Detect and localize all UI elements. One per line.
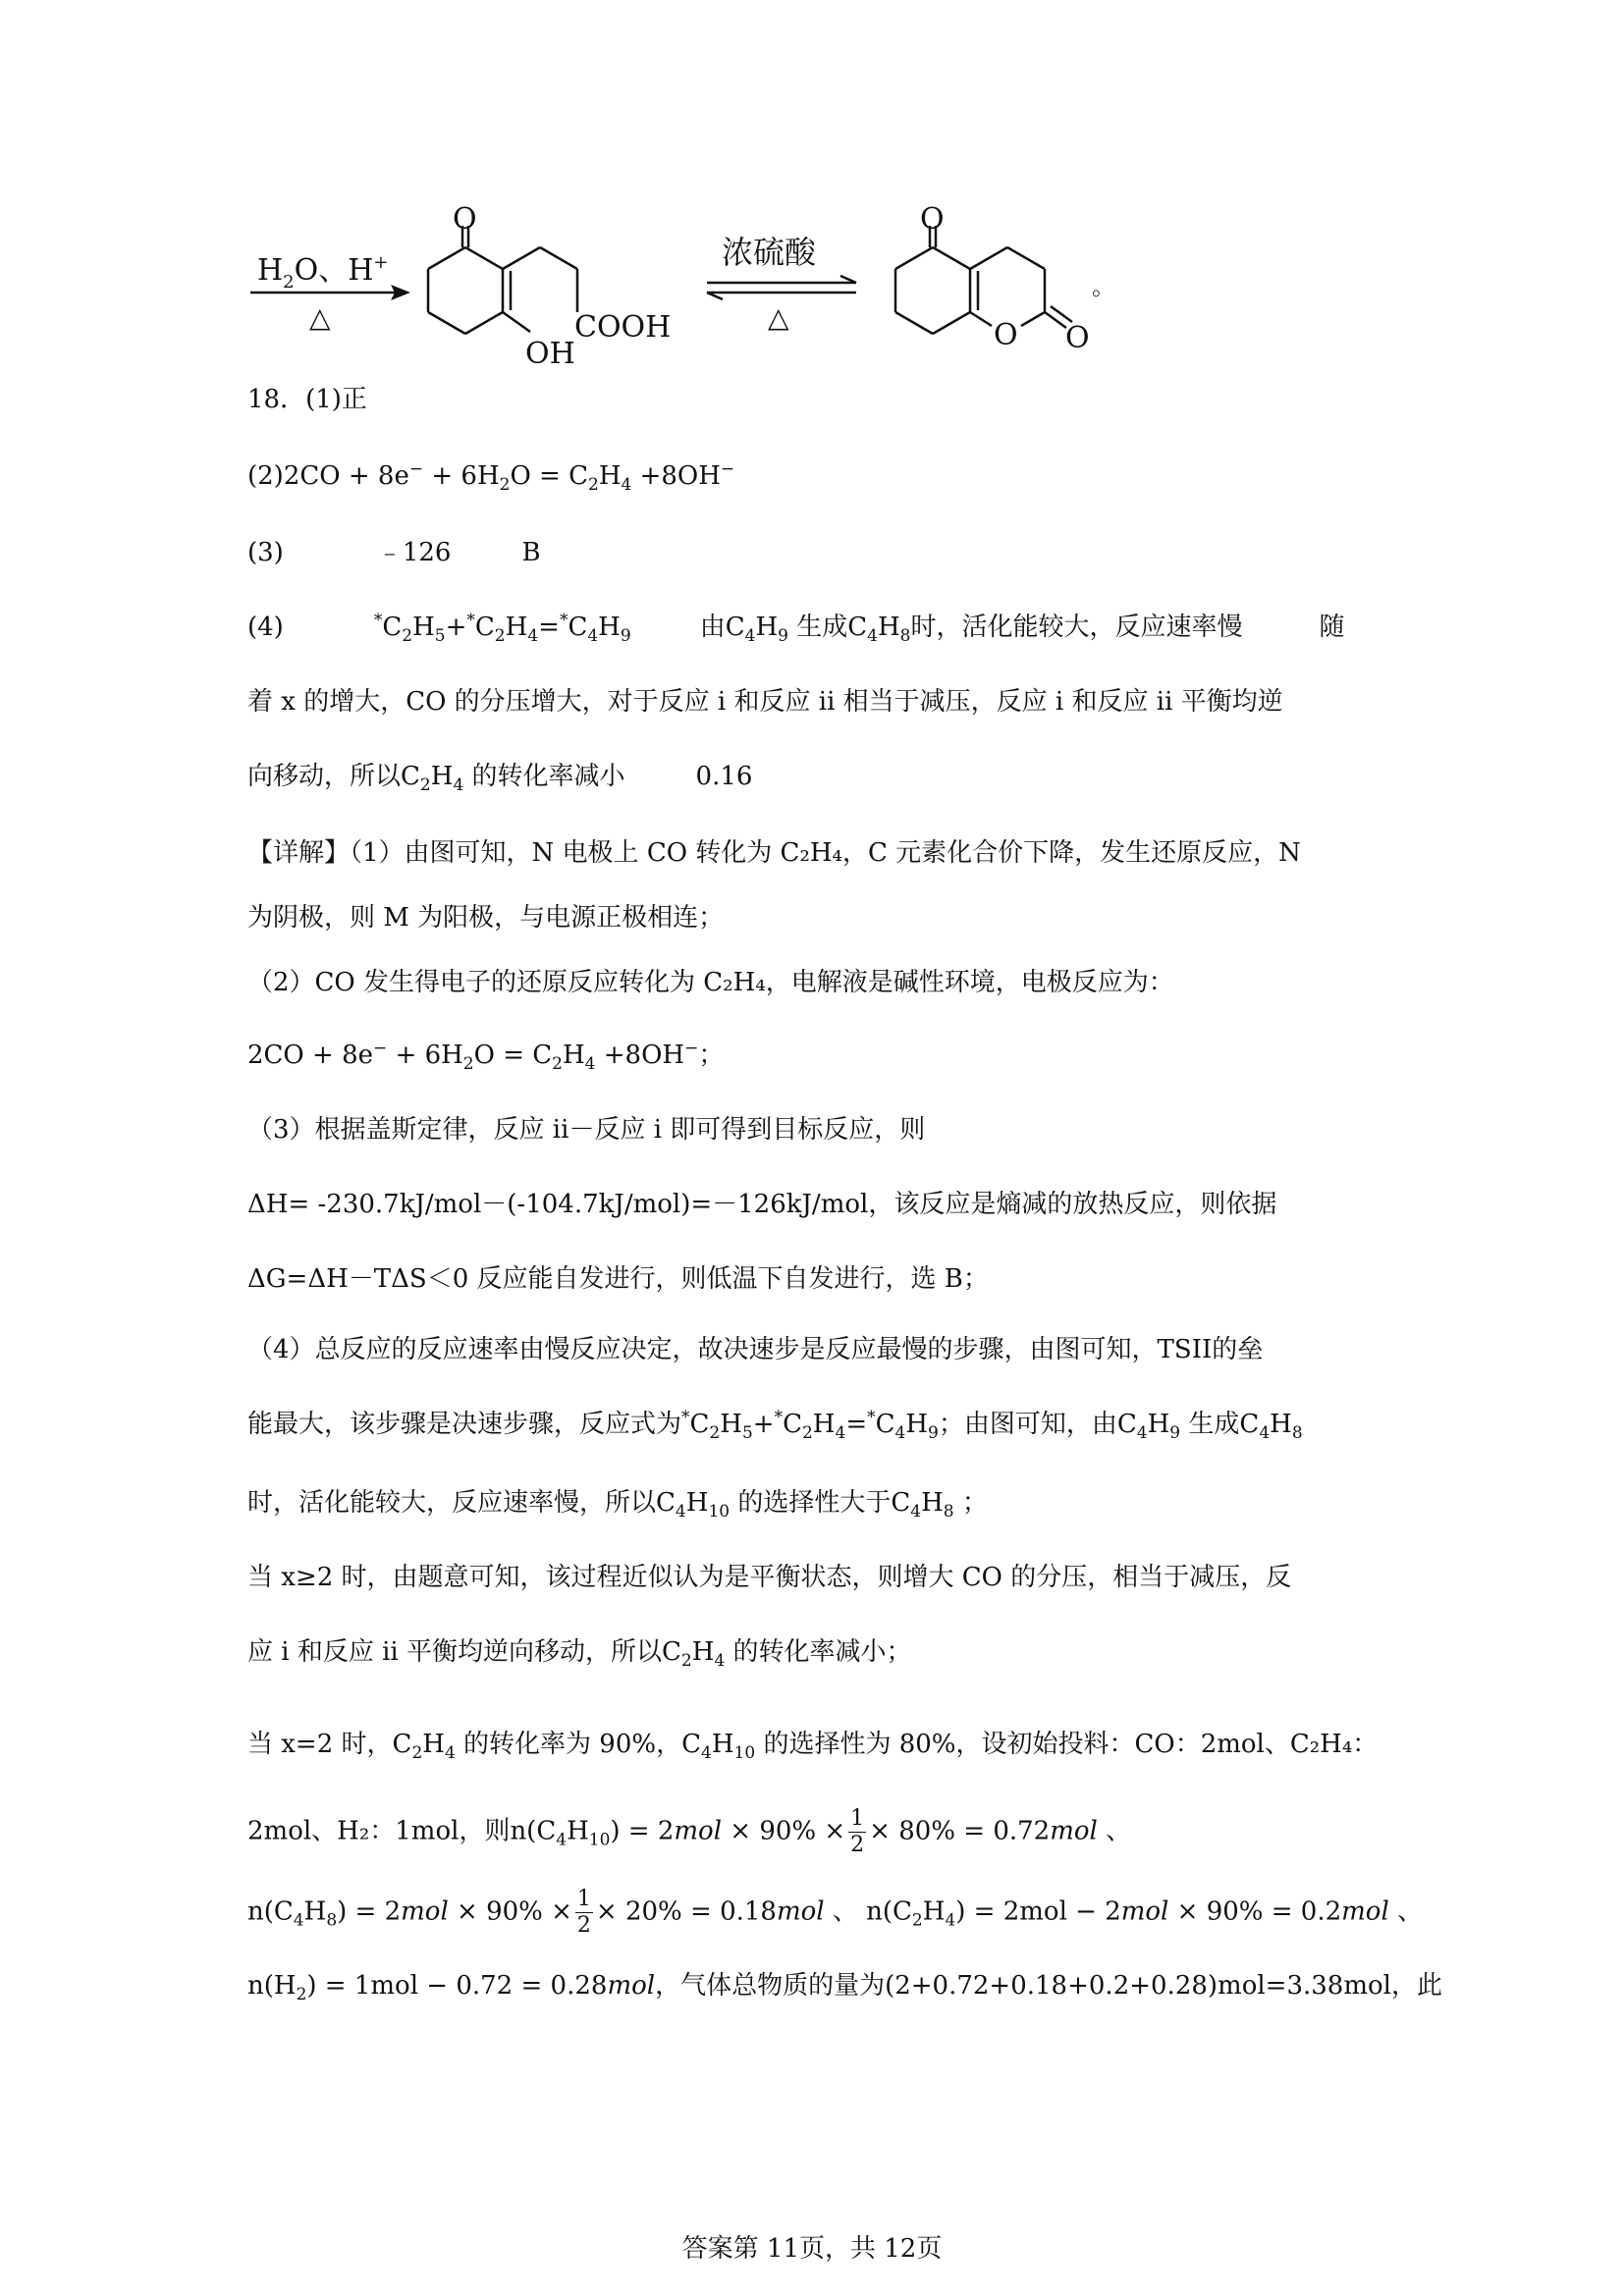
scheme-end-mark: 。 (1092, 273, 1115, 300)
reagent2-label: 浓硫酸 (722, 234, 817, 271)
detail-p16: $n(H_2) = 1mol - 0.72 = 0.28mol$，气体总物质的量为(2+0.72+0.18+0.2+0.28)mol=3.38mol，此 (247, 1971, 1442, 2004)
detail-p11: 当 x≥2 时，由题意可知，该过程近似认为是平衡状态，则增大 CO 的分压，相当于减压，反 (247, 1563, 1292, 1592)
reagent2-heat: △ (768, 301, 789, 334)
detail-p7: ΔG=ΔH－TΔS＜0 反应能自发进行，则低温下自发进行，选 B； (247, 1264, 989, 1294)
answer-18-2: $(2)2CO + 8e^- + 6H_2O = C_2H_4 +8OH^-$ (247, 459, 735, 495)
mol2-o2: O (994, 318, 1018, 352)
equilibrium-arrow (707, 276, 856, 299)
reaction-scheme (0, 0, 1624, 373)
detail-p10: 时，活化能较大，反应速率慢，所以$C_4H_{10}$ 的选择性大于$C_4H_8$ ； (247, 1488, 988, 1522)
answer-18-4-line3: 向移动，所以$C_2H_4$ 的转化率减小 0.16 (247, 762, 753, 795)
detail-p15: $n(C_4H_8) = 2mol \times 90\%$ × $\frac{1}{2}$ × 20% = 0.18mol 、 $n(C_2H_4) = 2mol - 2mol \times 90\% = 0.2mol$ 、 (247, 1887, 1424, 1938)
detail-p6: ΔH= -230.7kJ/mol－(-104.7kJ/mol)=－126kJ/mol，该反应是熵减的放热反应，则依据 (247, 1190, 1277, 1219)
detail-p3: （2）CO 发生得电子的还原反应转化为 C₂H₄，电解液是碱性环境，电极反应为： (247, 968, 1174, 997)
mol1-o: O (453, 202, 477, 237)
fraction-half: $\frac{1}{2}$ (850, 1806, 865, 1857)
detail-p14: 2mol、H₂：1mol，则$n(C_4H_{10}) = 2mol \times 90\%$ × $\frac{1}{2}$ × 80% = 0.72mol 、 (247, 1806, 1132, 1857)
reagent1-label: $H_2O$、H+ (257, 252, 389, 293)
mol1-cooh: COOH (574, 310, 672, 345)
molecule-lactone (895, 226, 1072, 334)
reagent1-heat: △ (309, 301, 331, 334)
detail-p8: （4）总反应的反应速率由慢反应决定，故决速步是反应最慢的步骤，由图可知，TSII的垒 (247, 1335, 1264, 1364)
detail-p2: 为阴极，则 M 为阳极，与电源正极相连； (247, 903, 725, 933)
answer-18-4-line2: 着 x 的增大，CO 的分压增大，对于反应 i 和反应 ii 相当于减压，反应 i 和反应 ii 平衡均逆 (247, 687, 1283, 717)
detail-p9: 能最大，该步骤是决速步骤，反应式为$^*C_2H_5+^*C_2H_4=^*C_4H_9$；由图可知，由$C_4H_9$ 生成$C_4H_8$ (247, 1408, 1303, 1443)
mol2-o3: O (1065, 321, 1090, 355)
fraction-half: $\frac{1}{2}$ (576, 1887, 591, 1938)
answer-18-3: (3) ﹣126 B (247, 538, 541, 567)
mol2-o1: O (920, 202, 945, 237)
answer-18-1: 18．(1)正 (247, 385, 367, 414)
detail-p12: 应 i 和反应 ii 平衡均逆向移动，所以$C_2H_4$ 的转化率减小； (247, 1637, 912, 1671)
page-footer: 答案第 11页，共 12页 (681, 2234, 943, 2264)
answer-18-4: (4) $^*C_2H_5+^*C_2H_4=^*C_4H_9$ 由$C_4H_9$ 生成$C_4H_8$时，活化能较大，反应速率慢 随 (247, 611, 1345, 646)
detail-p13: 当 x=2 时，$C_2H_4$ 的转化率为 90%，$C_4H_{10}$ 的选择性为 80%，设初始投料：CO：2mol、C₂H₄： (247, 1730, 1379, 1763)
detail-p1: 【详解】（1）由图可知，N 电极上 CO 转化为 C₂H₄，C 元素化合价下降，发生还原反应，N (247, 838, 1301, 868)
detail-p4: $2CO + 8e^- + 6H_2O = C_2H_4 +8OH^-$； (247, 1039, 725, 1074)
detail-p5: （3）根据盖斯定律，反应 ii－反应 i 即可得到目标反应，则 (247, 1115, 926, 1145)
mol1-oh: OH (525, 337, 575, 371)
